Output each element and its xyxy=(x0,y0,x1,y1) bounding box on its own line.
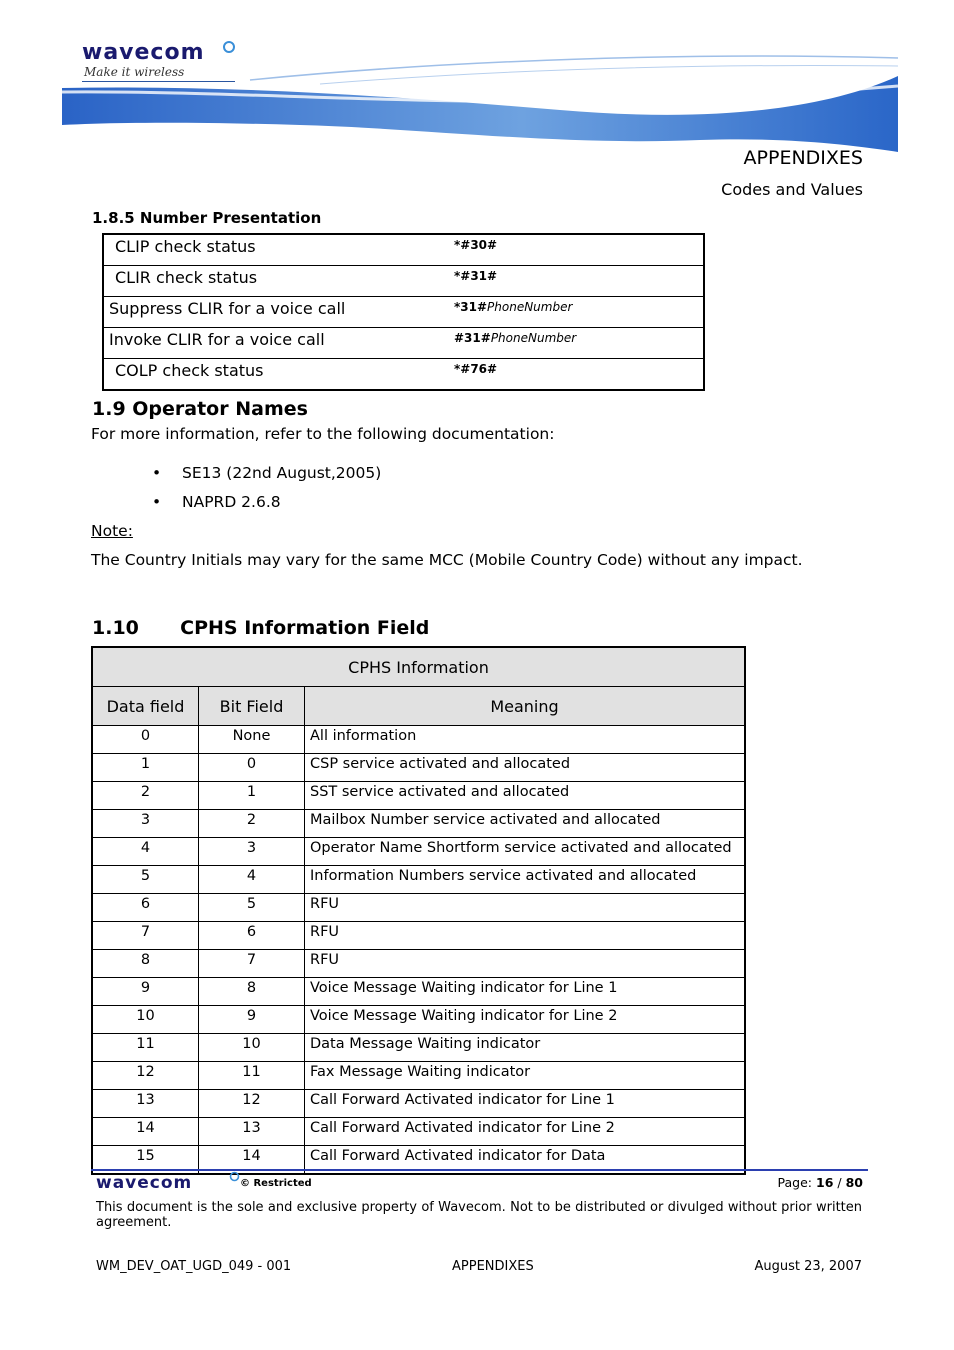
number-presentation-table xyxy=(102,233,705,391)
data-field-cell: 1 xyxy=(92,754,199,782)
table-row xyxy=(92,1034,745,1062)
bit-field-cell: 10 xyxy=(199,1034,305,1062)
bit-field-cell: 4 xyxy=(199,866,305,894)
bit-field-cell: 2 xyxy=(199,810,305,838)
footer-chapter: APPENDIXES xyxy=(452,1259,534,1274)
row-label: Invoke CLIR for a voice call xyxy=(103,328,440,359)
footer-wavecom-logo: wavecom xyxy=(96,1173,193,1193)
list-item-text: NAPRD 2.6.8 xyxy=(182,493,281,511)
meaning-cell: Mailbox Number service activated and allocated xyxy=(305,810,746,838)
list-item xyxy=(152,493,281,511)
table-row xyxy=(92,810,745,838)
logo-underline xyxy=(82,81,235,82)
bullet-icon: • xyxy=(152,464,162,482)
chapter-subtitle: Codes and Values xyxy=(721,180,863,199)
meaning-cell: SST service activated and allocated xyxy=(305,782,746,810)
note-text: The Country Initials may vary for the same MCC (Mobile Country Code) without any impact. xyxy=(91,551,803,569)
list-item-text: SE13 (22nd August,2005) xyxy=(182,464,382,482)
wavecom-logo: wavecom xyxy=(82,40,205,65)
row-code: *#76# xyxy=(440,359,704,391)
data-field-cell: 13 xyxy=(92,1090,199,1118)
cphs-table xyxy=(91,646,746,1175)
column-header: Bit Field xyxy=(199,687,305,726)
meaning-cell: Call Forward Activated indicator for Line 1 xyxy=(305,1090,746,1118)
data-field-cell: 12 xyxy=(92,1062,199,1090)
bit-field-cell: 11 xyxy=(199,1062,305,1090)
row-code: *31#PhoneNumber xyxy=(440,297,704,328)
column-header: Data field xyxy=(92,687,199,726)
bit-field-cell: 9 xyxy=(199,1006,305,1034)
data-field-cell: 10 xyxy=(92,1006,199,1034)
table-row xyxy=(103,328,704,359)
table-row xyxy=(92,838,745,866)
data-field-cell: 8 xyxy=(92,950,199,978)
document-date: August 23, 2007 xyxy=(754,1259,862,1274)
doc-reference: WM_DEV_OAT_UGD_049 - 001 xyxy=(96,1259,292,1274)
table-row xyxy=(92,1090,745,1118)
bit-field-cell: 8 xyxy=(199,978,305,1006)
table-row xyxy=(103,297,704,328)
bit-field-cell: 3 xyxy=(199,838,305,866)
data-field-cell: 3 xyxy=(92,810,199,838)
logo-swirl-icon xyxy=(222,40,236,54)
table-row xyxy=(92,978,745,1006)
data-field-cell: 4 xyxy=(92,838,199,866)
property-notice: This document is the sole and exclusive property of Wavecom. Not to be distributed or divulged without prior written agreement. xyxy=(96,1200,862,1230)
meaning-cell: Fax Message Waiting indicator xyxy=(305,1062,746,1090)
bit-field-cell: 0 xyxy=(199,754,305,782)
meaning-cell: Operator Name Shortform service activated and allocated xyxy=(305,838,746,866)
bit-field-cell: 12 xyxy=(199,1090,305,1118)
row-label: Suppress CLIR for a voice call xyxy=(103,297,440,328)
section-heading-1-9: 1.9 Operator Names xyxy=(92,398,308,420)
chapter-title: APPENDIXES xyxy=(743,147,863,169)
data-field-cell: 5 xyxy=(92,866,199,894)
data-field-cell: 9 xyxy=(92,978,199,1006)
bullet-icon: • xyxy=(152,493,162,511)
meaning-cell: Call Forward Activated indicator for Line 2 xyxy=(305,1118,746,1146)
table-row xyxy=(92,922,745,950)
restricted-label: © Restricted xyxy=(240,1178,312,1189)
footer-logo-swirl-icon xyxy=(229,1171,240,1182)
intro-text: For more information, refer to the following documentation: xyxy=(91,425,555,443)
list-item xyxy=(152,464,382,482)
header-swoosh xyxy=(0,0,954,160)
section-heading-1-10 xyxy=(92,617,429,639)
table-row xyxy=(92,894,745,922)
meaning-cell: Information Numbers service activated and allocated xyxy=(305,866,746,894)
meaning-cell: RFU xyxy=(305,950,746,978)
meaning-cell: RFU xyxy=(305,922,746,950)
section-heading-1-8-5: 1.8.5 Number Presentation xyxy=(92,209,322,227)
row-label: CLIP check status xyxy=(103,234,440,266)
row-code: *#31# xyxy=(440,266,704,297)
row-code: #31#PhoneNumber xyxy=(440,328,704,359)
data-field-cell: 15 xyxy=(92,1146,199,1175)
page-number: Page: 16 / 80 xyxy=(777,1175,863,1190)
note-label: Note: xyxy=(91,522,133,540)
data-field-cell: 7 xyxy=(92,922,199,950)
meaning-cell: All information xyxy=(305,726,746,754)
bit-field-cell: 7 xyxy=(199,950,305,978)
table-row xyxy=(92,782,745,810)
row-code: *#30# xyxy=(440,234,704,266)
table-row xyxy=(103,266,704,297)
bit-field-cell: 1 xyxy=(199,782,305,810)
bit-field-cell: 14 xyxy=(199,1146,305,1175)
meaning-cell: Call Forward Activated indicator for Data xyxy=(305,1146,746,1175)
table-row xyxy=(92,950,745,978)
table-row xyxy=(92,1006,745,1034)
bit-field-cell: 5 xyxy=(199,894,305,922)
data-field-cell: 11 xyxy=(92,1034,199,1062)
table-row xyxy=(103,234,704,266)
data-field-cell: 6 xyxy=(92,894,199,922)
data-field-cell: 0 xyxy=(92,726,199,754)
row-label: CLIR check status xyxy=(103,266,440,297)
footer-rule xyxy=(91,1169,868,1171)
table-title: CPHS Information xyxy=(92,647,745,687)
meaning-cell: Voice Message Waiting indicator for Line 1 xyxy=(305,978,746,1006)
bit-field-cell: None xyxy=(199,726,305,754)
table-row xyxy=(92,726,745,754)
table-row xyxy=(92,1118,745,1146)
meaning-cell: Voice Message Waiting indicator for Line 2 xyxy=(305,1006,746,1034)
table-row xyxy=(92,754,745,782)
bit-field-cell: 13 xyxy=(199,1118,305,1146)
meaning-cell: CSP service activated and allocated xyxy=(305,754,746,782)
data-field-cell: 2 xyxy=(92,782,199,810)
column-header: Meaning xyxy=(305,687,746,726)
data-field-cell: 14 xyxy=(92,1118,199,1146)
row-label: COLP check status xyxy=(103,359,440,391)
table-row xyxy=(92,866,745,894)
heading-number: 1.10 xyxy=(92,617,139,639)
table-row xyxy=(103,359,704,391)
meaning-cell: RFU xyxy=(305,894,746,922)
logo-tagline: Make it wireless xyxy=(84,65,185,79)
bit-field-cell: 6 xyxy=(199,922,305,950)
meaning-cell: Data Message Waiting indicator xyxy=(305,1034,746,1062)
heading-text: CPHS Information Field xyxy=(180,617,430,639)
table-row xyxy=(92,1062,745,1090)
